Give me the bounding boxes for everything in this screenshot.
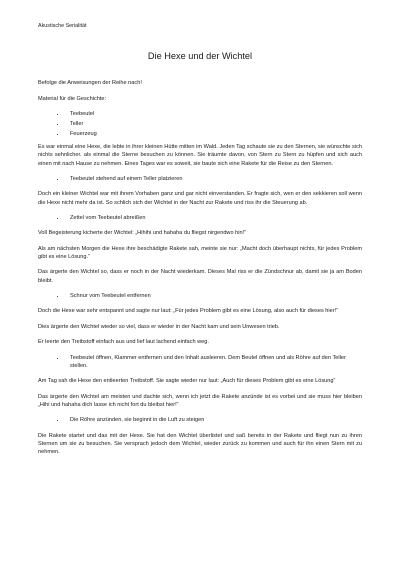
page-header: Akustische Serialität: [38, 23, 87, 29]
story-paragraph: Es war einmal eine Hexe, die lebte in ihrer kleinen Hütte mitten im Wald. Jeden Tag schaute sie zu den Sternen, sie wünschte sich nichts sehnlicher. als einmal die Sterne besuchen zu können. Sie träumte davon, von Stern zu Stern zu hüpfen und sich auch einen mit nach Hause zu nehmen. Eines Tages war es soweit, sie baute sich eine Rakete für die Reise zu den Sternen.: [38, 144, 362, 167]
story-paragraph: Dies ärgerte den Wichtel wieder so viel, dass er wieder in der Nacht kam und sein Unwesen trieb.: [38, 323, 280, 330]
step-item: • Zettel vom Teebeutel abreißen: [66, 214, 362, 222]
step-item: • Teebeutel stehend auf einem Teller platzieren: [66, 175, 362, 183]
story-paragraph: Voll Begeisterung kicherte der Wichtel: „Hihihi und hahaha du fliegst nirgendwo hin!“: [38, 230, 247, 237]
list-item: • Teller: [66, 120, 362, 128]
list-item: • Teebeutel: [66, 110, 362, 118]
story-paragraph: Die Rakete startet und das mit der Hexe. Sie hat den Wichtel überlistet und saß bereits in der Rakete und fliegt nun zu ihren Sternen um sie zu besuchen. Sie versprach jedoch dem Wichtel, wieder zurück zu kommen und auch für ihn einen Stern mit zu nehmen.: [38, 432, 362, 455]
step-list: [38, 175, 362, 183]
materials-list: [38, 110, 362, 138]
story-paragraph: Das ärgerte den Wichtel am meisten und dachte sich, wenn ich jetzt die Rakete anzünde ist es vorbei und sie muss hier bleiben „Hihi und hahaha dich lasse ich nicht fort du bleibst hier!“: [38, 393, 362, 408]
page-title: Die Hexe und der Wichtel: [147, 51, 253, 62]
step-list: [38, 354, 362, 370]
list-item: • Feuerzeug: [66, 130, 362, 138]
story-paragraph: Doch die Hexe war sehr entspannt und sagte nur laut: „Für jedes Problem gibt es eine Lösung, also auch für dieses hier!“: [38, 308, 339, 315]
material-label: Material für die Geschichte:: [38, 95, 107, 102]
story-paragraph: Er leerte den Treibstoff einfach aus und lief laut lachend einfach weg.: [38, 339, 209, 346]
step-item: • Teebeutel öffnen, Klammer entfernen und den Inhalt ausleeren. Dem Beutel öffnen und als Röhre auf den Teller stellen.: [66, 354, 362, 370]
step-item: • Die Röhre anzünden, sie beginnt in die Luft zu steigen: [66, 416, 362, 424]
step-list: [38, 292, 362, 300]
instruction-text: Befolge die Anweisungen der Reihe nach!: [38, 80, 142, 87]
step-list: [38, 416, 362, 424]
story-paragraph: Als am nächsten Morgen die Hexe ihre beschädigte Rakete sah, meinte sie nur: „Macht doch überhaupt nichts, für jedes Problem gibt es eine Lösung.“: [38, 245, 362, 261]
story-paragraph: Am Tag sah die Hexe den entleerten Treibstoff. Sie sagte wieder nur laut: „Auch für dieses Problem gibt es eine Lösung“: [38, 378, 336, 385]
step-list: [38, 214, 362, 222]
story-paragraph: Doch ein kleiner Wichtel war mit ihrem Vorhaben ganz und gar nicht einverstanden. Er fragte sich, wen er den sekkieren soll wenn die Hexe nicht mehr da ist. So schlich sich der Wichtel in der Nacht zur Rakete und riss ihr die Steuerung ab.: [38, 191, 362, 206]
story-paragraph: Das ärgerte den Wichtel so, dass er noch in der Nacht wiederkam. Dieses Mal riss er die Zündschnur ab, damit sie ja am Boden bleibt.: [38, 269, 362, 284]
step-item: • Schnur vom Teebeutel entfernen: [66, 292, 362, 300]
